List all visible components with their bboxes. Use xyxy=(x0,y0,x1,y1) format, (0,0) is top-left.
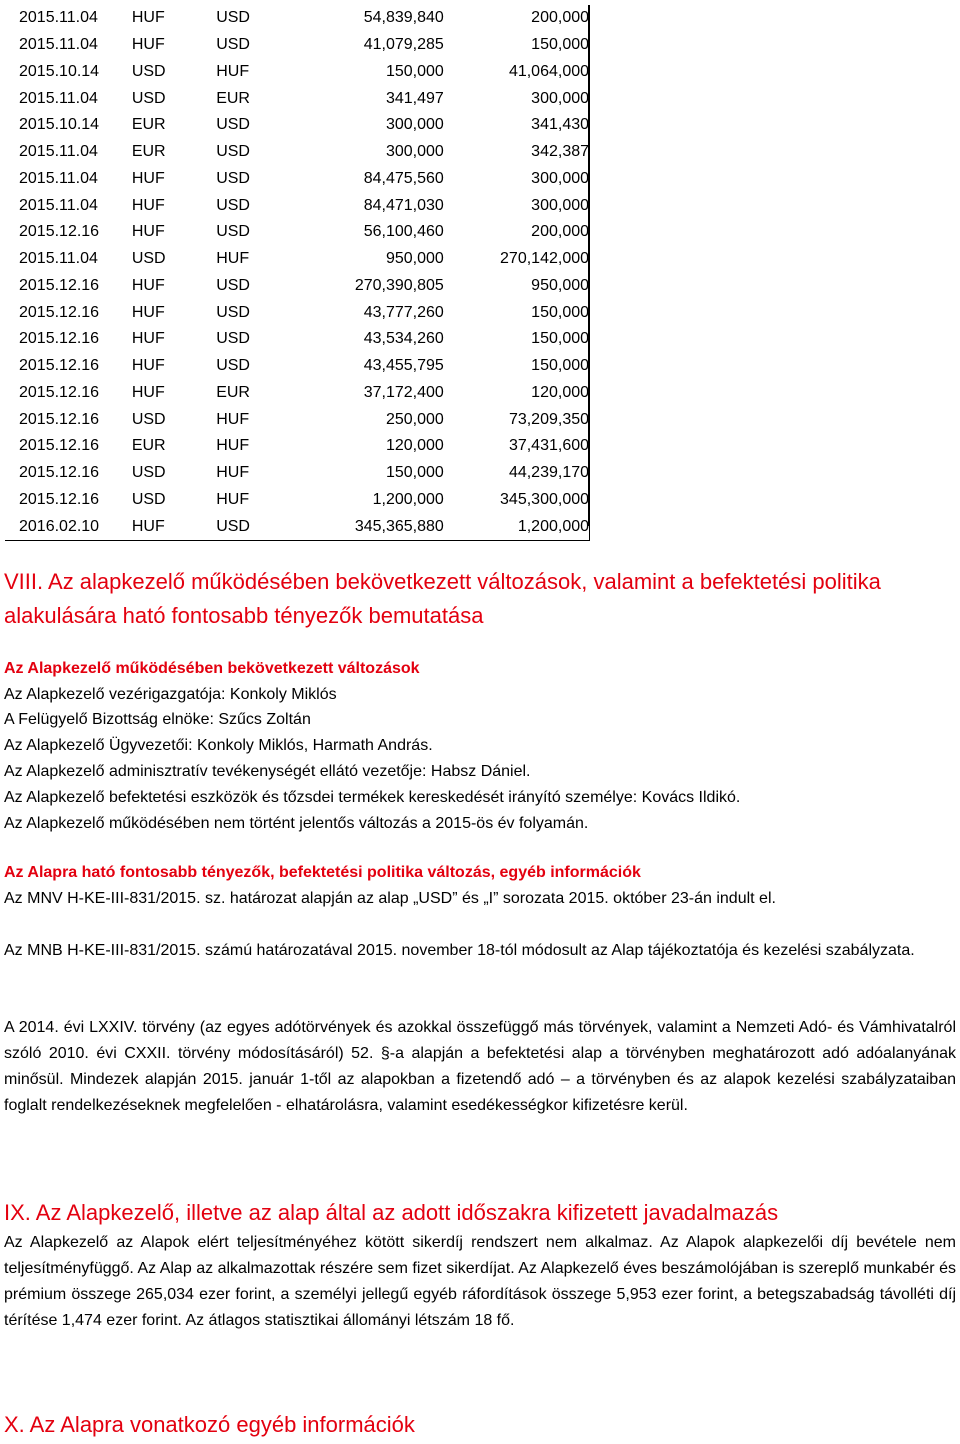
table-row xyxy=(5,85,589,112)
from-currency-cell: USD xyxy=(131,410,166,428)
table-row xyxy=(5,139,589,166)
to-currency-cell: USD xyxy=(216,517,250,535)
from-currency-cell: USD xyxy=(131,250,166,268)
amount-sold-cell: 84,475,560 xyxy=(363,169,444,187)
table-row xyxy=(5,246,589,273)
to-currency-cell: HUF xyxy=(216,464,250,482)
to-currency-cell: EUR xyxy=(216,383,250,401)
date-cell: 2015.12.16 xyxy=(19,410,100,428)
from-currency-cell: USD xyxy=(131,464,166,482)
to-currency-cell: HUF xyxy=(216,250,250,268)
from-currency-cell: HUF xyxy=(131,383,165,401)
table-row xyxy=(5,326,589,353)
paragraph: A 2014. évi LXXIV. törvény (az egyes adótörvények és azokkal összefüggő más törvények, valamint a Nemzeti Adó- és Vámhivatalról szóló 2010. évi CXXII. törvény módosításáról) 52. §-a alapján a befektetési alap a törvényben meghatározott adó adóalanyának minősül. Mindezek alapján 2015. január 1-től az alapokban a fizetendő adó – a törvényben és az alapok kezelési szabályzataiban foglalt rendelkezéseknek megfelelően - elhatárolásra, valamint esedékességkor kifizetésre kerül. xyxy=(4,1019,956,1114)
to-currency-cell: USD xyxy=(216,223,250,241)
from-currency-cell: USD xyxy=(131,62,166,80)
to-currency-cell: HUF xyxy=(216,410,250,428)
amount-bought-cell: 150,000 xyxy=(531,36,590,54)
to-currency-cell: USD xyxy=(216,276,250,294)
from-currency-cell: HUF xyxy=(131,276,165,294)
amount-sold-cell: 950,000 xyxy=(385,250,444,268)
fx-transactions-table xyxy=(5,5,590,541)
table-row xyxy=(5,299,589,326)
to-currency-cell: HUF xyxy=(216,62,250,80)
amount-bought-cell: 44,239,170 xyxy=(508,464,590,482)
amount-sold-cell: 43,534,260 xyxy=(363,330,444,348)
table-row xyxy=(5,460,589,487)
amount-bought-cell: 200,000 xyxy=(531,223,590,241)
date-cell: 2015.12.16 xyxy=(19,276,100,294)
text-line: Az Alapkezelő befektetési eszközök és tőzsdei termékek kereskedését irányító személye: Kovács Ildikó. xyxy=(4,789,741,806)
amount-bought-cell: 150,000 xyxy=(531,303,590,321)
from-currency-cell: HUF xyxy=(131,196,165,214)
to-currency-cell: EUR xyxy=(216,89,250,107)
to-currency-cell: USD xyxy=(216,357,250,375)
paragraph: Az MNV H-KE-III-831/2015. sz. határozat alapján az alap „USD” és „I” sorozata 2015. október 23-án indult el. xyxy=(4,890,776,907)
amount-bought-cell: 41,064,000 xyxy=(508,62,590,80)
amount-bought-cell: 345,300,000 xyxy=(500,490,590,508)
date-cell: 2015.12.16 xyxy=(19,330,100,348)
from-currency-cell: HUF xyxy=(131,9,165,27)
text-line: Az Alapkezelő vezérigazgatója: Konkoly Miklós xyxy=(4,686,337,703)
amount-sold-cell: 1,200,000 xyxy=(372,490,444,508)
amount-sold-cell: 43,777,260 xyxy=(363,303,444,321)
to-currency-cell: USD xyxy=(216,143,250,161)
from-currency-cell: HUF xyxy=(131,169,165,187)
to-currency-cell: HUF xyxy=(216,490,250,508)
date-cell: 2015.10.14 xyxy=(19,116,100,134)
table-row xyxy=(5,112,589,139)
amount-bought-cell: 200,000 xyxy=(531,9,590,27)
amount-bought-cell: 150,000 xyxy=(531,357,590,375)
from-currency-cell: USD xyxy=(131,490,166,508)
text-line: A Felügyelő Bizottság elnöke: Szűcs Zoltán xyxy=(4,711,311,728)
amount-sold-cell: 150,000 xyxy=(385,464,444,482)
date-cell: 2016.02.10 xyxy=(19,517,100,535)
from-currency-cell: USD xyxy=(131,89,166,107)
text-line: Az Alapkezelő működésében nem történt jelentős változás a 2015-ös év folyamán. xyxy=(4,815,589,832)
section-10-heading: X. Az Alapra vonatkozó egyéb információk xyxy=(4,1412,415,1437)
amount-bought-cell: 342,387 xyxy=(531,143,590,161)
table-row xyxy=(5,219,589,246)
text-line: Az Alapkezelő adminisztratív tevékenységét ellátó vezetője: Habsz Dániel. xyxy=(4,763,531,780)
to-currency-cell: USD xyxy=(216,330,250,348)
amount-bought-cell: 341,430 xyxy=(531,116,590,134)
amount-sold-cell: 84,471,030 xyxy=(363,196,444,214)
amount-bought-cell: 73,209,350 xyxy=(508,410,590,428)
date-cell: 2015.12.16 xyxy=(19,223,100,241)
to-currency-cell: USD xyxy=(216,303,250,321)
amount-sold-cell: 37,172,400 xyxy=(363,383,444,401)
date-cell: 2015.11.04 xyxy=(19,89,98,107)
from-currency-cell: EUR xyxy=(131,143,166,161)
date-cell: 2015.11.04 xyxy=(19,36,98,54)
paragraph: Az MNB H-KE-III-831/2015. számú határozatával 2015. november 18-tól módosult az Alap tájékoztatója és kezelési szabályzata. xyxy=(4,942,915,959)
table-row xyxy=(5,192,589,219)
from-currency-cell: HUF xyxy=(131,36,165,54)
table-row xyxy=(5,59,589,86)
amount-sold-cell: 56,100,460 xyxy=(363,223,444,241)
from-currency-cell: EUR xyxy=(131,437,166,455)
date-cell: 2015.12.16 xyxy=(19,303,100,321)
to-currency-cell: USD xyxy=(216,116,250,134)
amount-sold-cell: 43,455,795 xyxy=(363,357,444,375)
amount-bought-cell: 300,000 xyxy=(531,89,590,107)
table-row xyxy=(5,32,589,59)
date-cell: 2015.12.16 xyxy=(19,490,100,508)
to-currency-cell: USD xyxy=(216,169,250,187)
table-row xyxy=(5,406,589,433)
to-currency-cell: HUF xyxy=(216,437,250,455)
from-currency-cell: HUF xyxy=(131,357,165,375)
amount-sold-cell: 300,000 xyxy=(385,143,444,161)
date-cell: 2015.12.16 xyxy=(19,357,100,375)
amount-sold-cell: 345,365,880 xyxy=(354,517,444,535)
paragraph: Az Alapkezelő az Alapok elért teljesítményéhez kötött sikerdíj rendszert nem alkalmaz. Az Alapok alapkezelői díj bevétele nem teljesítményfüggő. Az Alap az alkalmazottak részére sem fizet sikerdíjat. Az Alapkezelő éves beszámolójában is szereplő munkabér és prémium összege 265,034 ezer forint, a személyi jellegű egyéb ráfordítások összege 5,953 ezer forint, a betegszabadság távolléti díj térítése 1,474 ezer forint. Az átlagos statisztikai állományi létszám 18 fő. xyxy=(4,1234,956,1329)
amount-bought-cell: 120,000 xyxy=(531,383,590,401)
amount-bought-cell: 300,000 xyxy=(531,196,590,214)
subheading-factors: Az Alapra ható fontosabb tényezők, befektetési politika változás, egyéb információk xyxy=(4,864,641,881)
date-cell: 2015.10.14 xyxy=(19,62,100,80)
amount-bought-cell: 150,000 xyxy=(531,330,590,348)
to-currency-cell: USD xyxy=(216,36,250,54)
amount-sold-cell: 54,839,840 xyxy=(363,9,444,27)
from-currency-cell: HUF xyxy=(131,517,165,535)
section-9-heading: IX. Az Alapkezelő, illetve az alap által az adott időszakra kifizetett javadalmazás xyxy=(4,1200,779,1225)
date-cell: 2015.12.16 xyxy=(19,383,100,401)
date-cell: 2015.12.16 xyxy=(19,464,100,482)
amount-sold-cell: 41,079,285 xyxy=(363,36,444,54)
table-row xyxy=(5,353,589,380)
from-currency-cell: HUF xyxy=(131,223,165,241)
table-row xyxy=(5,513,589,540)
date-cell: 2015.11.04 xyxy=(19,250,98,268)
date-cell: 2015.11.04 xyxy=(19,169,98,187)
table-row xyxy=(5,487,589,514)
section-8-heading: VIII. Az alapkezelő működésében bekövetkezett változások, valamint a befektetési politika alakulására ható fontosabb tényezők bemutatása xyxy=(4,569,881,628)
amount-bought-cell: 300,000 xyxy=(531,169,590,187)
to-currency-cell: USD xyxy=(216,196,250,214)
amount-bought-cell: 1,200,000 xyxy=(517,517,590,535)
amount-bought-cell: 270,142,000 xyxy=(500,250,590,268)
table-row xyxy=(5,433,589,460)
date-cell: 2015.11.04 xyxy=(19,143,98,161)
from-currency-cell: HUF xyxy=(131,330,165,348)
amount-bought-cell: 950,000 xyxy=(531,276,590,294)
amount-sold-cell: 120,000 xyxy=(385,437,444,455)
from-currency-cell: EUR xyxy=(131,116,166,134)
amount-sold-cell: 250,000 xyxy=(385,410,444,428)
amount-sold-cell: 270,390,805 xyxy=(354,276,444,294)
amount-bought-cell: 37,431,600 xyxy=(508,437,590,455)
table-row xyxy=(5,380,589,407)
table-row xyxy=(5,5,589,32)
from-currency-cell: HUF xyxy=(131,303,165,321)
table-row xyxy=(5,166,589,193)
amount-sold-cell: 341,497 xyxy=(385,89,444,107)
date-cell: 2015.11.04 xyxy=(19,196,98,214)
text-line: Az Alapkezelő Ügyvezetői: Konkoly Miklós, Harmath András. xyxy=(4,737,433,754)
to-currency-cell: USD xyxy=(216,9,250,27)
subheading-changes: Az Alapkezelő működésében bekövetkezett változások xyxy=(4,660,420,677)
date-cell: 2015.11.04 xyxy=(19,9,98,27)
amount-sold-cell: 300,000 xyxy=(385,116,444,134)
date-cell: 2015.12.16 xyxy=(19,437,100,455)
table-row xyxy=(5,273,589,300)
amount-sold-cell: 150,000 xyxy=(385,62,444,80)
